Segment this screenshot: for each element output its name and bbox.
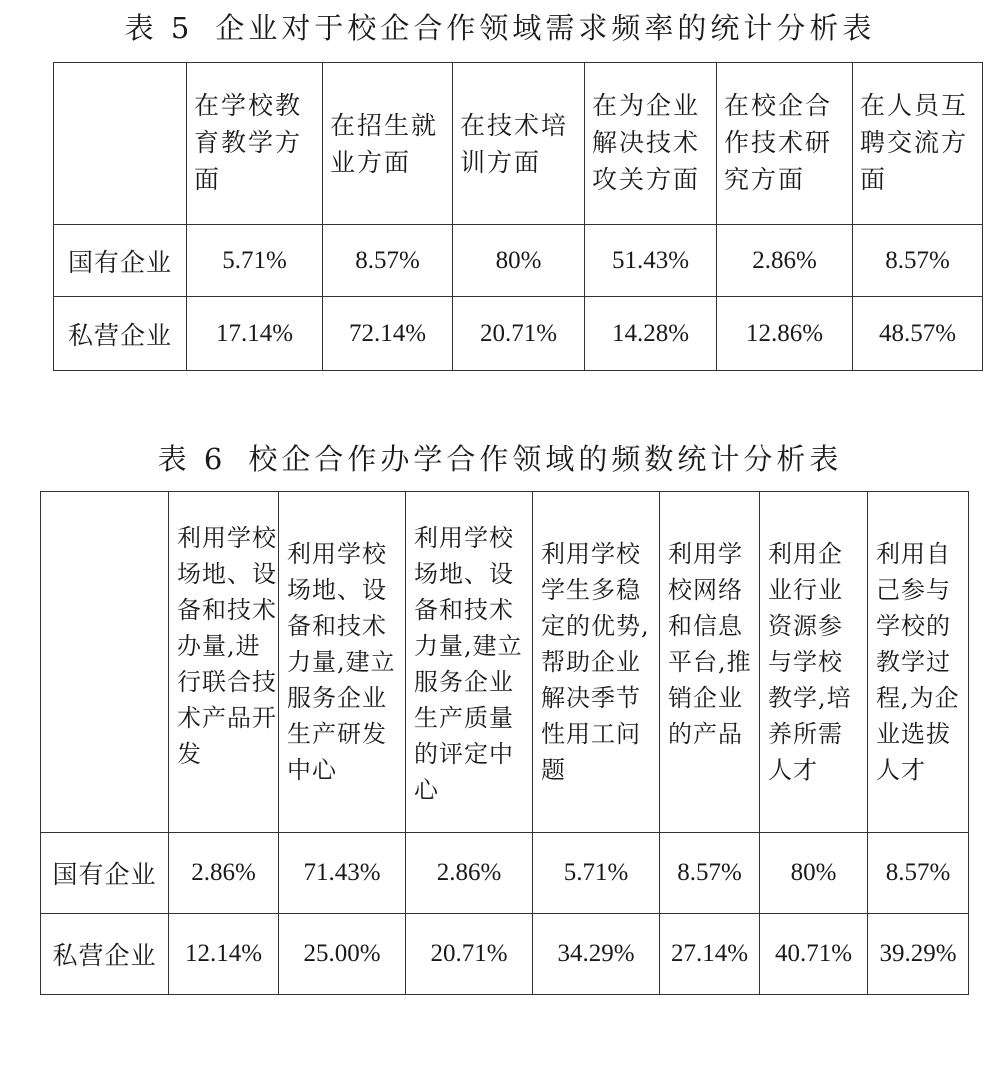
table5-header-cell: 在招生就业方面	[323, 63, 453, 225]
table6-cell: 20.71%	[406, 914, 533, 995]
table6-caption	[0, 437, 1000, 478]
table5-cell: 5.71%	[187, 225, 323, 297]
table5-cell: 48.57%	[853, 297, 983, 371]
table6-cell: 80%	[760, 833, 868, 914]
table6-row	[41, 833, 969, 914]
table6-header-cell: 利用学校网络和信息平台,推销企业的产品	[660, 492, 760, 833]
table5-header-cell: 在为企业解决技术攻关方面	[585, 63, 717, 225]
table6-header-cell: 利用学校场地、设备和技术办量,进行联合技术产品开发	[169, 492, 279, 833]
table5-header-cell: 在校企合作技术研究方面	[717, 63, 853, 225]
table5-row	[54, 297, 983, 371]
table5-cell: 72.14%	[323, 297, 453, 371]
table5	[53, 62, 983, 371]
table5-caption-text: 企业对于校企合作领域需求频率的统计分析表	[215, 11, 876, 45]
table5-header-row	[54, 63, 983, 225]
table6-cell: 71.43%	[279, 833, 406, 914]
table6-cell: 40.71%	[760, 914, 868, 995]
table6-cell: 8.57%	[660, 833, 760, 914]
table6-cell: 12.14%	[169, 914, 279, 995]
table6-header-cell: 利用企业行业资源参与学校教学,培养所需人才	[760, 492, 868, 833]
table5-cell: 2.86%	[717, 225, 853, 297]
table5-header-cell: 在学校教育教学方面	[187, 63, 323, 225]
table5-cell: 20.71%	[453, 297, 585, 371]
table5-header-cell: 在技术培训方面	[453, 63, 585, 225]
table6-caption-number: 表 6	[157, 442, 227, 476]
table6-cell: 2.86%	[406, 833, 533, 914]
table6-row-label: 国有企业	[41, 833, 169, 914]
table6-header-cell: 利用自己参与学校的教学过程,为企业选拔人才	[868, 492, 969, 833]
table5-cell: 17.14%	[187, 297, 323, 371]
table5-caption-number: 表 5	[124, 11, 194, 45]
table6-cell: 5.71%	[533, 833, 660, 914]
table5-row-label: 国有企业	[54, 225, 187, 297]
table5-cell: 12.86%	[717, 297, 853, 371]
table6-cell: 39.29%	[868, 914, 969, 995]
table5-row	[54, 225, 983, 297]
table5-row-label: 私营企业	[54, 297, 187, 371]
table6-cell: 27.14%	[660, 914, 760, 995]
table6	[40, 491, 969, 995]
table6-header-cell: 利用学校场地、设备和技术力量,建立服务企业生产质量的评定中心	[406, 492, 533, 833]
table6-header-cell: 利用学校学生多稳定的优势,帮助企业解决季节性用工问题	[533, 492, 660, 833]
table6-row-label: 私营企业	[41, 914, 169, 995]
table5-cell: 8.57%	[323, 225, 453, 297]
table6-caption-text: 校企合作办学合作领域的频数统计分析表	[248, 442, 843, 476]
table6-cell: 25.00%	[279, 914, 406, 995]
table6-header-cell: 利用学校场地、设备和技术力量,建立服务企业生产研发中心	[279, 492, 406, 833]
table5-header-cell: 在人员互聘交流方面	[853, 63, 983, 225]
table6-cell: 2.86%	[169, 833, 279, 914]
table6-header-corner	[41, 492, 169, 833]
table5-cell: 80%	[453, 225, 585, 297]
table5-cell: 8.57%	[853, 225, 983, 297]
table5-cell: 14.28%	[585, 297, 717, 371]
table5-caption	[0, 6, 1000, 47]
table6-header-row	[41, 492, 969, 833]
table5-cell: 51.43%	[585, 225, 717, 297]
table5-header-corner	[54, 63, 187, 225]
table6-cell: 34.29%	[533, 914, 660, 995]
table6-row	[41, 914, 969, 995]
table6-cell: 8.57%	[868, 833, 969, 914]
